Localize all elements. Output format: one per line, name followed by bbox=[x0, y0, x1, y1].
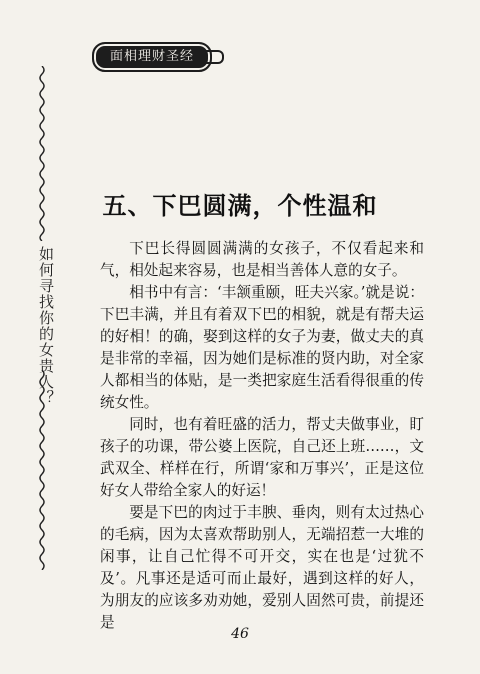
side-caption: 如何寻找你的女贵人？ bbox=[37, 246, 55, 406]
paragraph: 同时，也有着旺盛的活力，帮丈夫做事业，盯孩子的功课，带公婆上医院，自己还上班……，文武双全、样样在行，所谓‘家和万事兴’，正是这位好女人带给全家人的好运！ bbox=[100, 416, 424, 499]
paragraph: 下巴长得圆圆满满的女孩子，不仅看起来和气，相处起来容易，也是相当善体人意的女子。 bbox=[100, 240, 424, 279]
body-text bbox=[100, 238, 424, 634]
book-title: 面相理财圣经 bbox=[109, 49, 194, 64]
chapter-title: 五、下巴圆满，个性温和 bbox=[102, 191, 378, 220]
banner-ornament bbox=[206, 50, 224, 64]
paragraph: 要是下巴的肉过于丰腴、垂肉，则有太过热心的毛病，因为太喜欢帮助别人，无端招惹一大堆的闲事，让自己忙得不可开交，实在也是‘过犹不及’。凡事还是适可而止最好，遇到这样的好人，为朋友的应该多劝劝她，爱别人固然可贵，前提还是 bbox=[100, 504, 424, 631]
header-banner bbox=[92, 42, 212, 72]
paragraph: 相书中有言：‘丰颔重颐，旺夫兴家。’就是说：下巴丰满，并且有着双下巴的相貌，就是有帮夫运的好相！的确，娶到这样的女子为妻，做丈夫的真是非常的幸福，因为她们是标准的贤内助，对全家人都相当的体贴，是一类把家庭生活看得很重的传统女性。 bbox=[100, 284, 424, 411]
page-number: 46 bbox=[231, 626, 249, 642]
decorative-side-line-lower bbox=[37, 370, 47, 570]
